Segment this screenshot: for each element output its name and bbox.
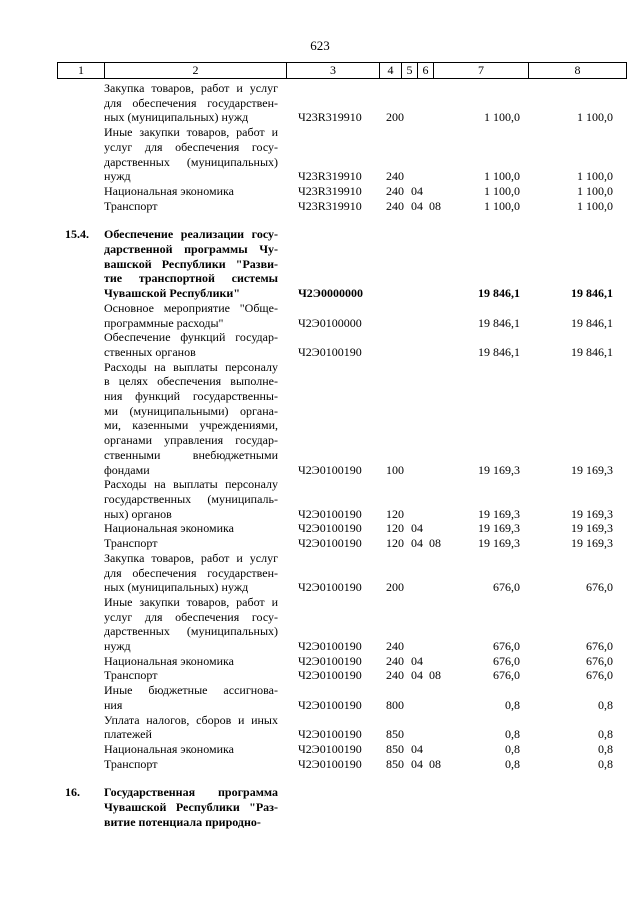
row-expense-type: 240: [386, 668, 404, 683]
row-code: Ч23R319910: [298, 169, 362, 184]
header-col-6: 6: [418, 63, 434, 78]
page-number: 623: [310, 38, 330, 53]
row-code: Ч2Э0000000: [298, 286, 363, 301]
row-gap: [0, 771, 640, 785]
header-col-8: 8: [574, 63, 581, 77]
description-line: Расходы на выплаты персоналу: [104, 359, 278, 374]
row-code: Ч2Э0100190: [298, 741, 362, 756]
row-code: Ч2Э0100190: [298, 536, 362, 551]
table-row: [0, 360, 640, 478]
row-expense-type: 240: [386, 653, 404, 668]
description-line: ных (муниципальных) нужд: [104, 110, 249, 125]
row-value-col8: 1 100,0: [577, 183, 613, 198]
row-code: Ч2Э0100190: [298, 727, 362, 742]
row-section: 04: [411, 668, 423, 683]
description-line: Национальная экономика: [104, 653, 234, 668]
row-value-col7: 1 100,0: [484, 110, 520, 125]
description-line: Чувашской Республики "Раз-: [104, 800, 278, 815]
description-line: ственными внебюджетными: [104, 447, 278, 462]
description-line: Государственная программа: [104, 785, 278, 800]
description-line: Национальная экономика: [104, 521, 234, 536]
description-line: витие потенциала природно-: [104, 814, 261, 829]
description-line: Уплата налогов, сборов и иных: [104, 712, 278, 727]
row-value-col7: 0,8: [505, 756, 520, 771]
row-expense-type: 120: [386, 506, 404, 521]
row-value-col7: 676,0: [493, 639, 520, 654]
row-value-col8: 676,0: [586, 653, 613, 668]
description-line: Расходы на выплаты персоналу: [104, 477, 278, 492]
row-value-col8: 676,0: [586, 580, 613, 595]
row-value-col7: 0,8: [505, 727, 520, 742]
description-line: ми, казенными учреждениями,: [104, 418, 278, 433]
table-row: [0, 595, 640, 654]
description-line: Иные закупки товаров, работ и: [104, 594, 278, 609]
row-value-col8: 0,8: [598, 727, 613, 742]
row-section: 04: [411, 536, 423, 551]
row-code: Ч2Э0100190: [298, 580, 362, 595]
description-line: органами управления государ-: [104, 433, 278, 448]
description-line: фондами: [104, 462, 150, 477]
row-subsection: 08: [429, 756, 441, 771]
row-value-col8: 676,0: [586, 668, 613, 683]
table-row: [0, 536, 640, 551]
row-value-col7: 19 846,1: [478, 344, 520, 359]
table-row: [0, 81, 640, 125]
table-row: [0, 330, 640, 359]
row-value-col7: 19 846,1: [478, 315, 520, 330]
row-code: Ч2Э0100190: [298, 521, 362, 536]
row-code: Ч2Э0100190: [298, 462, 362, 477]
row-value-col7: 19 169,3: [478, 506, 520, 521]
row-expense-type: 850: [386, 727, 404, 742]
description-line: Национальная экономика: [104, 741, 234, 756]
row-section: 04: [411, 521, 423, 536]
table-row: [0, 757, 640, 772]
row-value-col8: 19 846,1: [571, 286, 613, 301]
header-col-3: 3: [287, 63, 380, 78]
row-value-col8: 19 169,3: [571, 462, 613, 477]
description-line: Основное мероприятие "Обще-: [104, 300, 278, 315]
row-expense-type: 240: [386, 169, 404, 184]
table-row: [0, 125, 640, 184]
description-line: ных (муниципальных) нужд: [104, 580, 249, 595]
description-line: в целях обеспечения выполне-: [104, 374, 278, 389]
row-value-col8: 19 846,1: [571, 344, 613, 359]
row-value-col7: 0,8: [505, 697, 520, 712]
row-expense-type: 800: [386, 697, 404, 712]
row-gap: [0, 213, 640, 227]
description-line: для обеспечения государствен-: [104, 95, 278, 110]
description-line: Транспорт: [104, 198, 158, 213]
row-value-col7: 19 169,3: [478, 536, 520, 551]
description-line: ния функций государственны-: [104, 389, 278, 404]
row-value-col8: 1 100,0: [577, 110, 613, 125]
row-value-col7: 19 169,3: [478, 521, 520, 536]
description-line: для обеспечения государствен-: [104, 565, 278, 580]
row-value-col8: 0,8: [598, 697, 613, 712]
row-value-col8: 1 100,0: [577, 169, 613, 184]
row-expense-type: 200: [386, 110, 404, 125]
description-line: нужд: [104, 639, 131, 654]
description-line: вашской Республики "Разви-: [104, 256, 278, 271]
row-value-col8: 0,8: [598, 756, 613, 771]
table-row: [0, 184, 640, 199]
description-line: ми (муниципальными) органа-: [104, 403, 278, 418]
header-col-1: 1: [58, 63, 105, 78]
row-value-col7: 1 100,0: [484, 198, 520, 213]
table-row: [0, 301, 640, 330]
description-line: ния: [104, 697, 123, 712]
description-line: дарственной программы Чу-: [104, 242, 278, 257]
row-section: 04: [411, 741, 423, 756]
table-row: [0, 713, 640, 742]
table-row: [0, 785, 640, 829]
row-section: 04: [411, 183, 423, 198]
row-expense-type: 850: [386, 756, 404, 771]
row-code: Ч2Э0100190: [298, 668, 362, 683]
row-code: Ч2Э0100190: [298, 506, 362, 521]
row-expense-type: 100: [386, 462, 404, 477]
row-subsection: 08: [429, 536, 441, 551]
table-row: [0, 742, 640, 757]
header-col-7: 7: [434, 63, 529, 78]
row-code: Ч2Э0100190: [298, 639, 362, 654]
row-value-col8: 19 169,3: [571, 536, 613, 551]
description-line: Закупка товаров, работ и услуг: [104, 81, 278, 95]
description-line: Транспорт: [104, 668, 158, 683]
row-value-col8: 19 169,3: [571, 506, 613, 521]
table-header: [57, 62, 627, 79]
description-line: ных) органов: [104, 506, 172, 521]
description-line: дарственных (муниципальных): [104, 624, 278, 639]
description-line: платежей: [104, 727, 152, 742]
row-expense-type: 240: [386, 639, 404, 654]
description-line: Национальная экономика: [104, 183, 234, 198]
table-row: [0, 551, 640, 595]
description-line: Иные бюджетные ассигнова-: [104, 683, 278, 698]
table-row: [0, 654, 640, 669]
row-value-col8: 0,8: [598, 741, 613, 756]
row-value-col7: 676,0: [493, 668, 520, 683]
description-line: услуг для обеспечения госу-: [104, 139, 278, 154]
row-description: [104, 360, 278, 478]
row-code: Ч23R319910: [298, 198, 362, 213]
row-section: 04: [411, 198, 423, 213]
table-row: [0, 668, 640, 683]
description-line: программные расходы": [104, 315, 224, 330]
description-line: Обеспечение реализации госу-: [104, 227, 278, 242]
row-value-col7: 19 169,3: [478, 462, 520, 477]
table-body: [0, 81, 640, 829]
row-expense-type: 200: [386, 580, 404, 595]
description-line: Обеспечение функций государ-: [104, 330, 278, 345]
row-expense-type: 850: [386, 741, 404, 756]
header-col-4: 4: [380, 63, 402, 78]
description-line: нужд: [104, 169, 131, 184]
row-number: 15.4.: [65, 227, 89, 242]
row-value-col8: 19 846,1: [571, 315, 613, 330]
row-code: Ч2Э0100190: [298, 344, 362, 359]
row-value-col7: 0,8: [505, 741, 520, 756]
row-code: Ч2Э0100190: [298, 697, 362, 712]
description-line: Транспорт: [104, 536, 158, 551]
row-code: Ч23R319910: [298, 183, 362, 198]
description-line: услуг для обеспечения госу-: [104, 609, 278, 624]
description-line: Иные закупки товаров, работ и: [104, 125, 278, 140]
row-code: Ч2Э0100190: [298, 653, 362, 668]
table-row: [0, 477, 640, 521]
row-value-col7: 676,0: [493, 653, 520, 668]
row-value-col7: 676,0: [493, 580, 520, 595]
description-line: дарственных (муниципальных): [104, 154, 278, 169]
row-expense-type: 240: [386, 183, 404, 198]
row-code: Ч2Э0100000: [298, 315, 362, 330]
row-section: 04: [411, 756, 423, 771]
row-expense-type: 240: [386, 198, 404, 213]
table-row: [0, 683, 640, 712]
row-number: 16.: [65, 785, 80, 800]
row-value-col7: 19 846,1: [478, 286, 520, 301]
row-value-col8: 19 169,3: [571, 521, 613, 536]
row-value-col8: 676,0: [586, 639, 613, 654]
table-row: [0, 227, 640, 301]
row-value-col8: 1 100,0: [577, 198, 613, 213]
header-col-2: 2: [105, 63, 287, 78]
table-row: [0, 199, 640, 214]
row-code: Ч23R319910: [298, 110, 362, 125]
description-line: Транспорт: [104, 756, 158, 771]
row-value-col7: 1 100,0: [484, 169, 520, 184]
row-subsection: 08: [429, 668, 441, 683]
description-line: государственных (муниципаль-: [104, 491, 278, 506]
description-line: Закупка товаров, работ и услуг: [104, 550, 278, 565]
description-line: Чувашской Республики": [104, 286, 240, 301]
row-section: 04: [411, 653, 423, 668]
row-code: Ч2Э0100190: [298, 756, 362, 771]
description-line: тие транспортной системы: [104, 271, 278, 286]
header-col-5: 5: [402, 63, 418, 78]
row-subsection: 08: [429, 198, 441, 213]
description-line: ственных органов: [104, 344, 196, 359]
row-expense-type: 120: [386, 536, 404, 551]
row-value-col7: 1 100,0: [484, 183, 520, 198]
table-row: [0, 521, 640, 536]
row-expense-type: 120: [386, 521, 404, 536]
